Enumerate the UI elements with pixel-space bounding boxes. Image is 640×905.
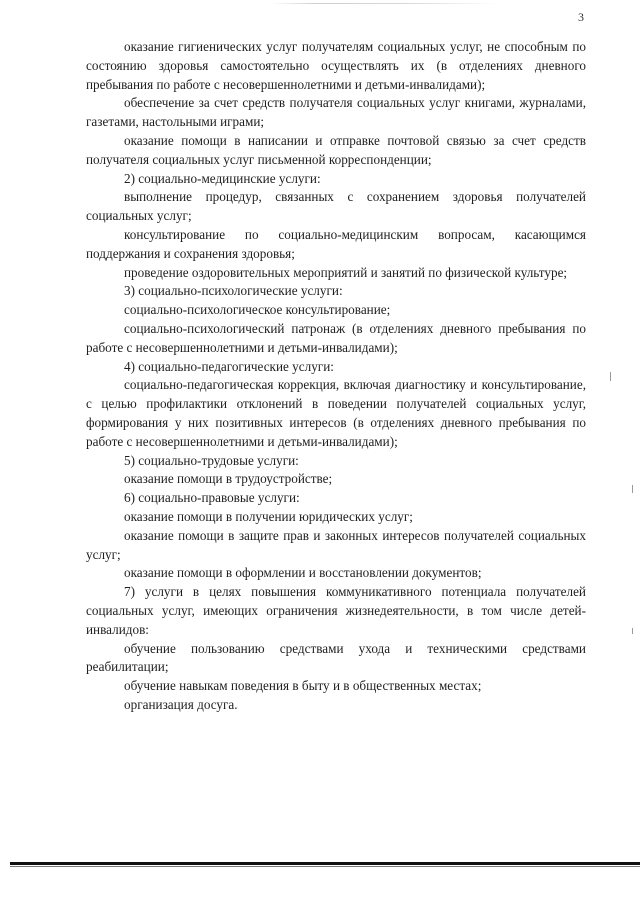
scan-margin-mark: [610, 372, 611, 381]
scan-top-smudge: [270, 3, 500, 4]
paragraph: обучение пользованию средствами ухода и техническими средствами реабилитации;: [86, 640, 586, 675]
section-heading: 6) социально-правовые услуги:: [124, 490, 300, 506]
paragraph: оказание помощи в написании и отправке почтовой связью за счет средств получателя социальных услуг письменной корреспонденции;: [86, 132, 586, 167]
scan-margin-mark: [632, 628, 633, 634]
document-body: [86, 38, 586, 715]
section-heading: 4) социально-педагогические услуги:: [124, 358, 334, 374]
bottom-rule-shadow: [10, 866, 640, 867]
paragraph: оказание помощи в оформлении и восстановлении документов;: [124, 565, 482, 581]
paragraph: оказание гигиенических услуг получателям социальных услуг, не способным по состоянию здоровья самостоятельно осуществлять их (в отделениях дневного пребывания по работе с несовершеннолетними и детьми-инвалидами);: [86, 39, 586, 92]
paragraph: обучение навыкам поведения в быту и в общественных местах;: [124, 678, 482, 694]
section-heading: 2) социально-медицинские услуги:: [124, 170, 321, 186]
paragraph: оказание помощи в трудоустройстве;: [124, 471, 333, 487]
paragraph: обеспечение за счет средств получателя социальных услуг книгами, журналами, газетами, настольными играми;: [86, 95, 586, 130]
page-number: 3: [578, 10, 584, 24]
section-heading: 5) социально-трудовые услуги:: [124, 452, 299, 468]
paragraph: выполнение процедур, связанных с сохранением здоровья получателей социальных услуг;: [86, 189, 586, 224]
paragraph: консультирование по социально-медицинским вопросам, касающимся поддержания и сохранения здоровья;: [86, 226, 586, 261]
paragraph: социально-педагогическая коррекция, включая диагностику и консультирование, с целью профилактики отклонений в поведении получателей социальных услуг, формирования у них позитивных интересов (в отделениях дневного пребывания по работе с несовершеннолетними и детьми-инвалидами);: [86, 377, 586, 449]
paragraph: социально-психологическое консультирование;: [124, 302, 391, 318]
paragraph: организация досуга.: [124, 696, 238, 712]
paragraph: оказание помощи в получении юридических услуг;: [124, 508, 413, 524]
section-heading: 7) услуги в целях повышения коммуникативного потенциала получателей социальных услуг, имеющих ограничения жизнедеятельности, в том числе детей-инвалидов:: [86, 584, 586, 637]
paragraph: оказание помощи в защите прав и законных интересов получателей социальных услуг;: [86, 527, 586, 562]
section-heading: 3) социально-психологические услуги:: [124, 283, 343, 299]
bottom-rule: [10, 862, 640, 865]
paragraph: проведение оздоровительных мероприятий и занятий по физической культуре;: [124, 264, 568, 280]
scan-margin-mark: [632, 485, 633, 493]
paragraph: социально-психологический патронаж (в отделениях дневного пребывания по работе с несовершеннолетними и детьми-инвалидами);: [86, 320, 586, 355]
